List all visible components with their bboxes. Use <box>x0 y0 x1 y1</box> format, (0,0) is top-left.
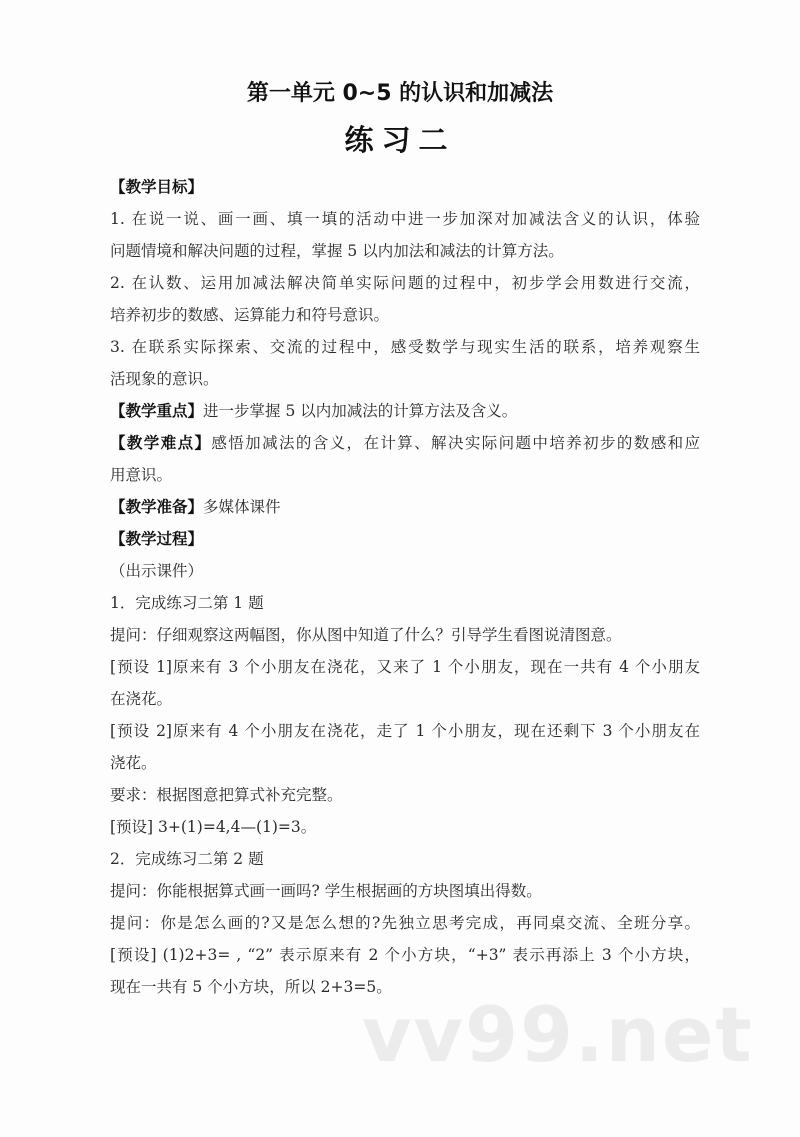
text-segment: 多媒体课件 <box>203 498 281 516</box>
text-segment: [预设] (1)2+3= , “2” 表示原来有 2 个小方块，“+3” 表示再添上 3 个小方块， <box>110 946 700 964</box>
text-line <box>110 619 700 651</box>
text-segment: 2. 在认数、运用加减法解决简单实际问题的过程中，初步学会用数进行交流， <box>110 274 700 292</box>
text-segment: 活现象的意识。 <box>110 370 219 388</box>
section-heading: 【教学过程】 <box>110 530 204 548</box>
text-line <box>110 939 700 971</box>
text-segment: 在浇花。 <box>110 690 173 708</box>
text-segment: 1. 在说一说、画一画、填一填的活动中进一步加深对加减法含义的认识，体验 <box>110 210 700 228</box>
text-line <box>110 331 700 363</box>
text-line <box>110 427 700 459</box>
section-heading: 【教学重点】 <box>110 402 204 420</box>
text-line <box>110 715 700 747</box>
text-segment: 问题情境和解决问题的过程，掌握 5 以内加法和减法的计算方法。 <box>110 242 564 260</box>
text-segment: 1．完成练习二第 1 题 <box>110 594 264 612</box>
text-line <box>110 907 700 939</box>
text-line <box>110 299 700 331</box>
text-line <box>110 523 700 555</box>
section-heading: 【教学目标】 <box>110 178 204 196</box>
text-segment: [预设] 3+(1)=4,4—(1)=3。 <box>110 818 317 836</box>
text-segment: 要求：根据图意把算式补充完整。 <box>110 786 343 804</box>
text-line <box>110 843 700 875</box>
text-line <box>110 747 700 779</box>
text-segment: 2．完成练习二第 2 题 <box>110 850 264 868</box>
text-line <box>110 395 700 427</box>
text-line <box>110 203 700 235</box>
text-segment: 3. 在联系实际探索、交流的过程中，感受数学与现实生活的联系，培养观察生 <box>110 338 700 356</box>
text-line <box>110 811 700 843</box>
text-line <box>110 235 700 267</box>
text-line <box>110 267 700 299</box>
text-segment: 提问：你是怎么画的?又是怎么想的?先独立思考完成，再同桌交流、全班分享。 <box>110 914 700 932</box>
watermark: vv99.net <box>362 990 754 1079</box>
text-line <box>110 779 700 811</box>
text-segment: 提问：你能根据算式画一画吗? 学生根据画的方块图填出得数。 <box>110 882 542 900</box>
text-segment: 培养初步的数感、运算能力和符号意识。 <box>110 306 390 324</box>
text-line <box>110 459 700 491</box>
text-segment: 感悟加减法的含义，在计算、解决实际问题中培养初步的数感和应 <box>211 434 700 452</box>
text-line <box>110 875 700 907</box>
text-line <box>110 555 700 587</box>
text-segment: 用意识。 <box>110 466 173 484</box>
text-segment: [预设 2]原来有 4 个小朋友在浇花，走了 1 个小朋友，现在还剩下 3 个小朋友在 <box>110 722 700 740</box>
text-segment: 提问：仔细观察这两幅图，你从图中知道了什么？引导学生看图说清图意。 <box>110 626 622 644</box>
document-subtitle: 练习二 <box>344 123 456 157</box>
text-line <box>110 683 700 715</box>
text-line <box>110 363 700 395</box>
section-heading: 【教学准备】 <box>110 498 204 516</box>
section-heading: 【教学难点】 <box>110 434 212 452</box>
text-line <box>110 587 700 619</box>
text-segment: 现在一共有 5 个小方块，所以 2+3=5。 <box>110 978 392 996</box>
text-line <box>110 651 700 683</box>
text-segment: [预设 1]原来有 3 个小朋友在浇花，又来了 1 个小朋友，现在一共有 4 个小朋友 <box>110 658 700 676</box>
text-line <box>110 171 700 203</box>
text-segment: 进一步掌握 5 以内加减法的计算方法及含义。 <box>203 402 518 420</box>
document-body <box>110 171 700 1003</box>
text-segment: 浇花。 <box>110 754 157 772</box>
document-title: 第一单元 0~5 的认识和加减法 <box>246 81 554 106</box>
text-segment: （出示课件） <box>110 562 204 580</box>
text-line <box>110 491 700 523</box>
